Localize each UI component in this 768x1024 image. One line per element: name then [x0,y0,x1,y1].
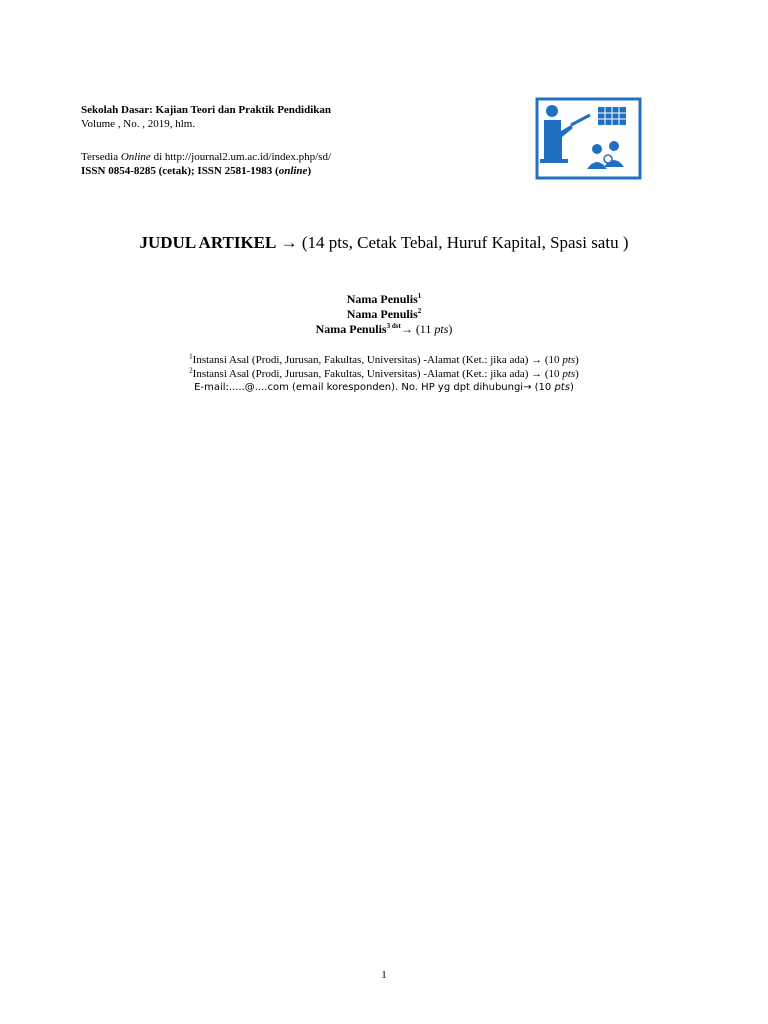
journal-title: Sekolah Dasar: Kajian Teori dan Praktik Pendidikan [81,104,331,116]
author-list [0,292,768,337]
contact-line: E-mail:.....@....com (email koresponden). No. HP yg dpt dihubungi→ (10 pts) [194,382,574,393]
article-title: JUDUL ARTIKEL → (14 pts, Cetak Tebal, Huruf Kapital, Spasi satu ) [139,233,629,252]
journal-header [81,103,501,178]
page-number: 1 [381,969,387,981]
affiliation-2: $^2$Instansi Asal (Prodi, Jurusan, Fakultas, Universitas) -Alamat (Ket.: jika ada) → (10 pts) [189,366,579,380]
affiliation-1: $^1$Instansi Asal (Prodi, Jurusan, Fakultas, Universitas) -Alamat (Ket.: jika ada) → (10 pts) [189,352,579,366]
affiliation-block [0,353,768,395]
journal-logo-icon [535,97,642,180]
author-name-3: Nama Penulis$^{3 dst}$→ (11 pts) [315,322,453,336]
author-name-2: Nama Penulis$^2$ [346,307,422,321]
availability-line: Tersedia Online di http://journal2.um.ac.id/index.php/sd/ [81,151,332,163]
volume-line: Volume , No. , 2019, hlm. [81,118,196,130]
author-name-1: Nama Penulis$^1$ [346,292,422,306]
issn-line: ISSN 0854-8285 (cetak); ISSN 2581-1983 (online) [81,165,312,177]
